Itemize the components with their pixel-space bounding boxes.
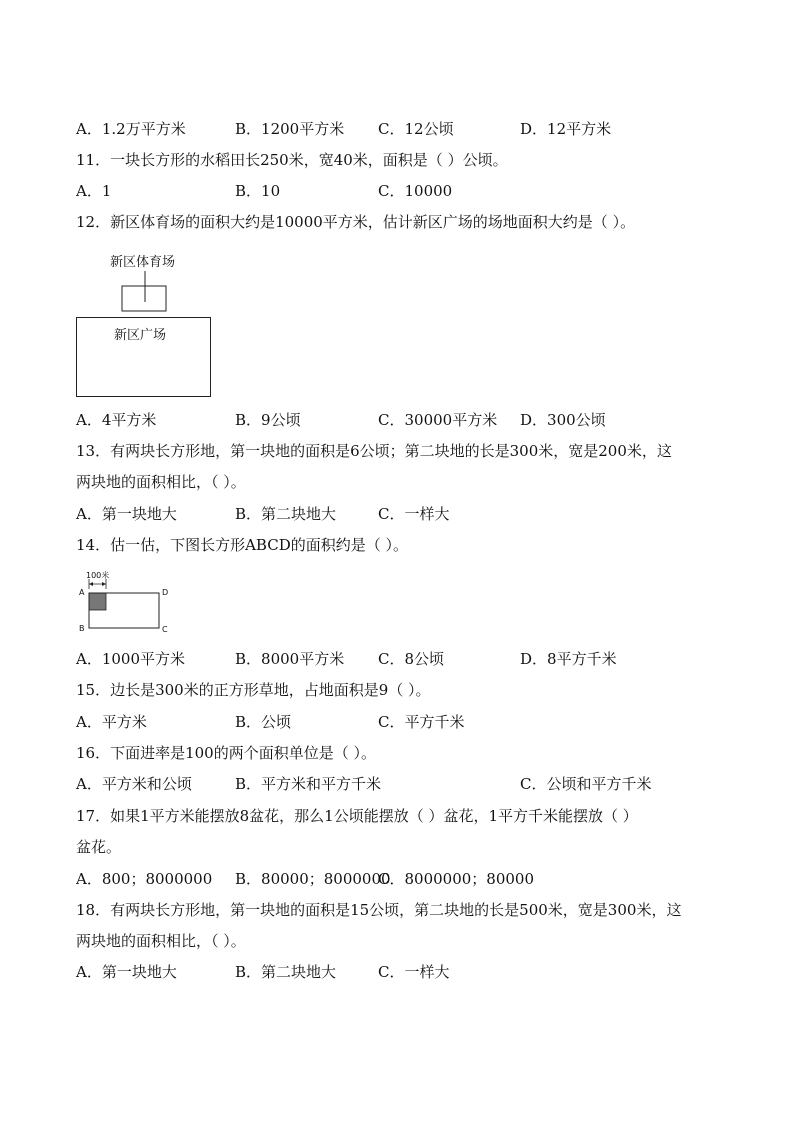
q10-option-b[interactable]: B．1200平方米 [235,120,345,138]
q17-stem-line2: 盆花。 [76,838,122,856]
q14-stem: 14．估一估，下图长方形ABCD的面积约是（ ）。 [76,536,408,554]
q15-options [76,712,756,732]
q16-option-a[interactable]: A．平方米和公顷 [76,775,192,793]
q13-options [76,504,756,524]
scale-arrow-right [102,582,106,586]
q16-option-c[interactable]: C．公顷和平方千米 [520,775,652,793]
q12-option-c[interactable]: C．30000平方米 [378,411,498,429]
rectangle-abcd-diagram [70,575,190,635]
q11-option-a[interactable]: A．1 [76,182,112,200]
corner-d-label: D [162,588,169,597]
q10-option-d[interactable]: D．12平方米 [520,120,612,138]
q11-option-b[interactable]: B．10 [235,182,281,200]
q15-option-a[interactable]: A．平方米 [76,713,147,731]
q10-options [76,119,756,139]
q17-stem-line1: 17．如果1平方米能摆放8盆花，那么1公顷能摆放（ ）盆花，1平方千米能摆放（ ） [76,807,638,825]
q11-options [76,181,756,201]
q14-options [76,649,756,669]
q15-option-b[interactable]: B．公顷 [235,713,292,731]
scale-label: 100米 [86,571,110,580]
corner-c-label: C [162,625,168,634]
q14-option-b[interactable]: B．8000平方米 [235,650,345,668]
q10-option-a[interactable]: A．1.2万平方米 [76,120,186,138]
q17-option-a[interactable]: A．800；8000000 [76,870,213,888]
q14-option-d[interactable]: D．8平方千米 [520,650,617,668]
corner-a-label: A [79,588,85,597]
q13-stem-line2: 两块地的面积相比，（ ）。 [76,473,246,491]
q18-stem-line2: 两块地的面积相比，（ ）。 [76,932,246,950]
corner-b-label: B [79,624,85,633]
plaza-label: 新区广场 [114,328,167,343]
q12-option-b[interactable]: B．9公顷 [235,411,301,429]
q13-option-b[interactable]: B．第二块地大 [235,505,337,523]
q16-option-b[interactable]: B．平方米和平方千米 [235,775,382,793]
q13-option-c[interactable]: C．一样大 [378,505,450,523]
q12-option-a[interactable]: A．4平方米 [76,411,157,429]
q13-stem-line1: 13．有两块长方形地，第一块地的面积是6公顷；第二块地的长是300米，宽是200米，这 [76,442,672,460]
q18-option-c[interactable]: C．一样大 [378,963,450,981]
q17-option-b[interactable]: B．80000；8000000 [235,870,391,888]
scale-arrow-left [89,582,93,586]
q17-options [76,869,756,889]
q12-option-d[interactable]: D．300公顷 [520,411,606,429]
q12-options [76,410,756,430]
q18-option-b[interactable]: B．第二块地大 [235,963,337,981]
q16-stem: 16．下面进率是100的两个面积单位是（ ）。 [76,744,376,762]
q18-option-a[interactable]: A．第一块地大 [76,963,177,981]
q10-option-c[interactable]: C．12公顷 [378,120,454,138]
q14-option-a[interactable]: A．1000平方米 [76,650,186,668]
stadium-rect [122,286,166,311]
q15-option-c[interactable]: C．平方千米 [378,713,465,731]
q14-option-c[interactable]: C．8公顷 [378,650,445,668]
q12-stem: 12．新区体育场的面积大约是10000平方米，估计新区广场的场地面积大约是（ ）。 [76,213,636,231]
q13-option-a[interactable]: A．第一块地大 [76,505,177,523]
q11-option-c[interactable]: C．10000 [378,182,453,200]
q16-options [76,774,756,794]
q11-stem: 11．一块长方形的水稻田长250米，宽40米，面积是（ ）公顷。 [76,151,508,169]
stadium-label: 新区体育场 [110,255,176,270]
q18-options [76,962,756,982]
q17-option-c[interactable]: C．8000000；80000 [378,870,534,888]
unit-square [89,593,106,610]
q15-stem: 15．边长是300米的正方形草地，占地面积是9（ ）。 [76,681,431,699]
q18-stem-line1: 18．有两块长方形地，第一块地的面积是15公顷，第二块地的长是500米，宽是300米，这 [76,901,682,919]
